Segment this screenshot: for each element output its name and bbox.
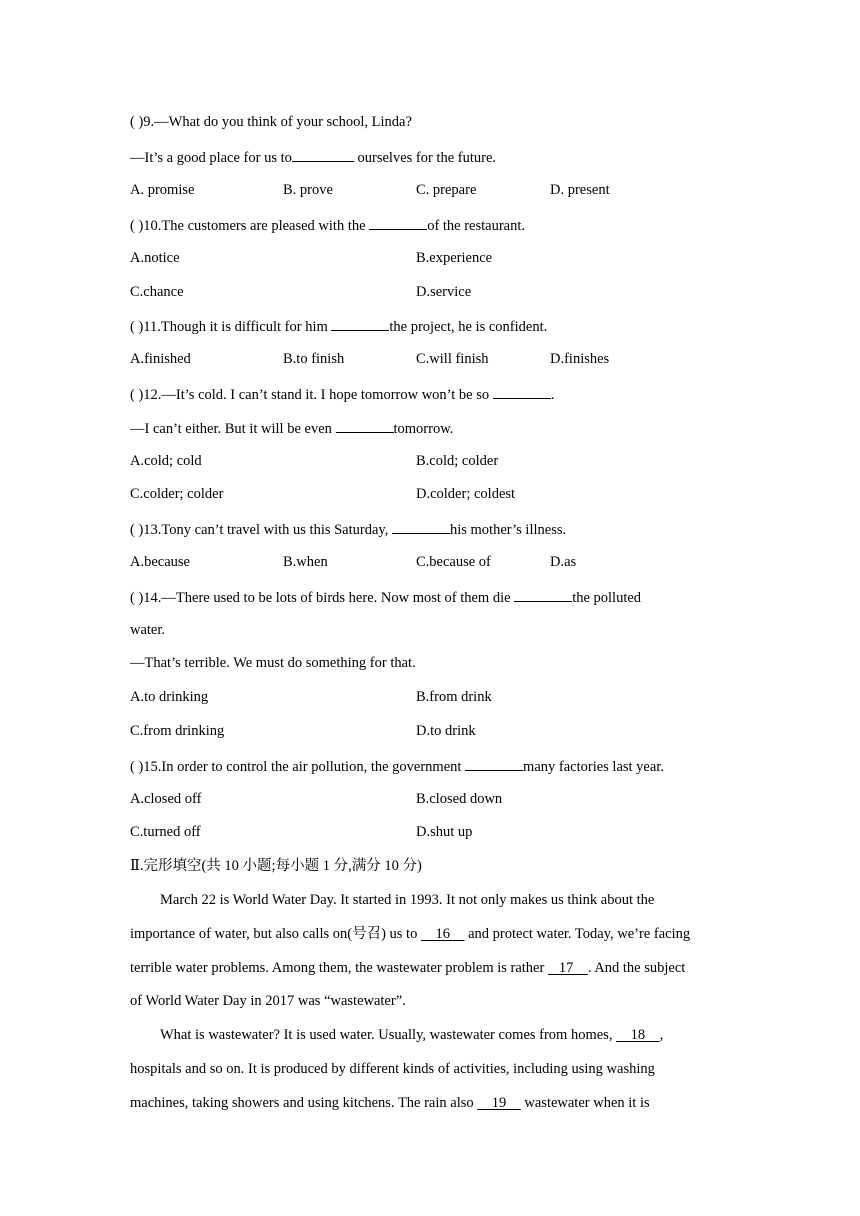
answer-paren[interactable]: ( ) (130, 319, 144, 335)
question-14-line3: —That’s terrible. We must do something for that. (130, 655, 416, 671)
option-a[interactable]: A. promise (130, 182, 195, 198)
passage-text: importance of water, but also calls on(号召) us to (130, 926, 421, 942)
fill-blank[interactable] (369, 215, 427, 230)
option-d[interactable]: D.finishes (550, 351, 610, 367)
passage-text: terrible water problems. Among them, the wastewater problem is rather (130, 960, 548, 976)
question-stem: 14.—There used to be lots of birds here. Now most of them die (143, 590, 515, 606)
answer-paren[interactable]: ( ) (130, 522, 144, 538)
answer-paren[interactable]: ( ) (130, 114, 144, 130)
question-stem: 15.In order to control the air pollution, the government (143, 759, 466, 775)
option-d[interactable]: D.service (416, 284, 472, 300)
question-stem: 10.The customers are pleased with the (143, 218, 370, 234)
blank-16[interactable]: 16 (420, 926, 465, 942)
stem-text: —It’s a good place for us to (130, 150, 292, 166)
stem-text: tomorrow. (393, 421, 454, 437)
option-d[interactable]: D.colder; coldest (416, 486, 516, 502)
answer-paren[interactable]: ( ) (130, 590, 144, 606)
passage-line (130, 1094, 650, 1112)
option-c[interactable]: C.turned off (130, 824, 201, 840)
passage-line (160, 1026, 663, 1044)
option-a[interactable]: A.notice (130, 250, 180, 266)
section-heading: Ⅱ.完形填空(共 10 小题;每小题 1 分,满分 10 分) (130, 858, 422, 874)
fill-blank[interactable] (292, 147, 354, 162)
question-stem: his mother’s illness. (449, 522, 567, 538)
option-b[interactable]: B.from drink (416, 689, 492, 705)
option-a[interactable]: A.because (130, 554, 190, 570)
fill-blank[interactable] (331, 316, 389, 331)
blank-19[interactable]: 19 (477, 1095, 521, 1111)
option-d[interactable]: D. present (550, 182, 610, 198)
blank-17[interactable]: 17 (547, 960, 588, 976)
option-a[interactable]: A.finished (130, 351, 191, 367)
question-stem: the polluted (572, 590, 642, 606)
passage-text: , (659, 1027, 664, 1043)
passage-text: wastewater when it is (520, 1095, 650, 1111)
question-stem: 12.—It’s cold. I can’t stand it. I hope tomorrow won’t be so (143, 387, 493, 403)
fill-blank[interactable] (465, 756, 523, 771)
passage-line: of World Water Day in 2017 was “wastewater”. (130, 993, 406, 1009)
fill-blank[interactable] (514, 587, 572, 602)
option-a[interactable]: A.cold; cold (130, 453, 202, 469)
question-14-line2: water. (130, 622, 166, 638)
answer-paren[interactable]: ( ) (130, 387, 144, 403)
question-stem: 11.Though it is difficult for him (143, 319, 332, 335)
option-b[interactable]: B.to finish (283, 351, 345, 367)
option-b[interactable]: B.cold; colder (416, 453, 499, 469)
answer-paren[interactable]: ( ) (130, 759, 144, 775)
option-d[interactable]: D.to drink (416, 723, 476, 739)
option-d[interactable]: D.shut up (416, 824, 473, 840)
question-12-line2 (130, 418, 453, 436)
question-13 (130, 519, 566, 537)
option-c[interactable]: C.chance (130, 284, 184, 300)
question-12 (130, 384, 554, 402)
fill-blank[interactable] (392, 519, 450, 534)
question-stem: 13.Tony can’t travel with us this Saturday, (143, 522, 392, 538)
option-c[interactable]: C.will finish (416, 351, 489, 367)
option-c[interactable]: C. prepare (416, 182, 477, 198)
stem-text: ourselves for the future. (353, 150, 497, 166)
question-stem: the project, he is confident. (389, 319, 548, 335)
option-b[interactable]: B.closed down (416, 791, 503, 807)
question-stem: many factories last year. (523, 759, 664, 775)
question-stem: 9.—What do you think of your school, Linda? (143, 114, 412, 130)
question-9 (130, 113, 412, 131)
fill-blank[interactable] (336, 418, 394, 433)
answer-paren[interactable]: ( ) (130, 218, 144, 234)
option-a[interactable]: A.closed off (130, 791, 202, 807)
option-c[interactable]: C.because of (416, 554, 491, 570)
passage-line (130, 959, 685, 977)
option-a[interactable]: A.to drinking (130, 689, 209, 705)
fill-blank[interactable] (493, 384, 551, 399)
question-11 (130, 316, 547, 334)
passage-text: . And the subject (587, 960, 686, 976)
option-c[interactable]: C.from drinking (130, 723, 225, 739)
question-stem: . (550, 387, 555, 403)
stem-text: —I can’t either. But it will be even (130, 421, 336, 437)
question-14 (130, 587, 641, 605)
question-15 (130, 756, 664, 774)
question-9-line2 (130, 147, 496, 165)
passage-text: and protect water. Today, we’re facing (464, 926, 691, 942)
option-b[interactable]: B. prove (283, 182, 333, 198)
blank-18[interactable]: 18 (616, 1027, 660, 1043)
passage-line: March 22 is World Water Day. It started in 1993. It not only makes us think about the (160, 892, 655, 908)
option-b[interactable]: B.when (283, 554, 328, 570)
passage-line: hospitals and so on. It is produced by different kinds of activities, including using washing (130, 1061, 655, 1077)
passage-line (130, 925, 690, 943)
passage-text: machines, taking showers and using kitchens. The rain also (130, 1095, 478, 1111)
question-10 (130, 215, 525, 233)
question-stem: of the restaurant. (427, 218, 526, 234)
passage-text: What is wastewater? It is used water. Usually, wastewater comes from homes, (160, 1027, 617, 1043)
option-b[interactable]: B.experience (416, 250, 493, 266)
option-c[interactable]: C.colder; colder (130, 486, 224, 502)
option-d[interactable]: D.as (550, 554, 577, 570)
